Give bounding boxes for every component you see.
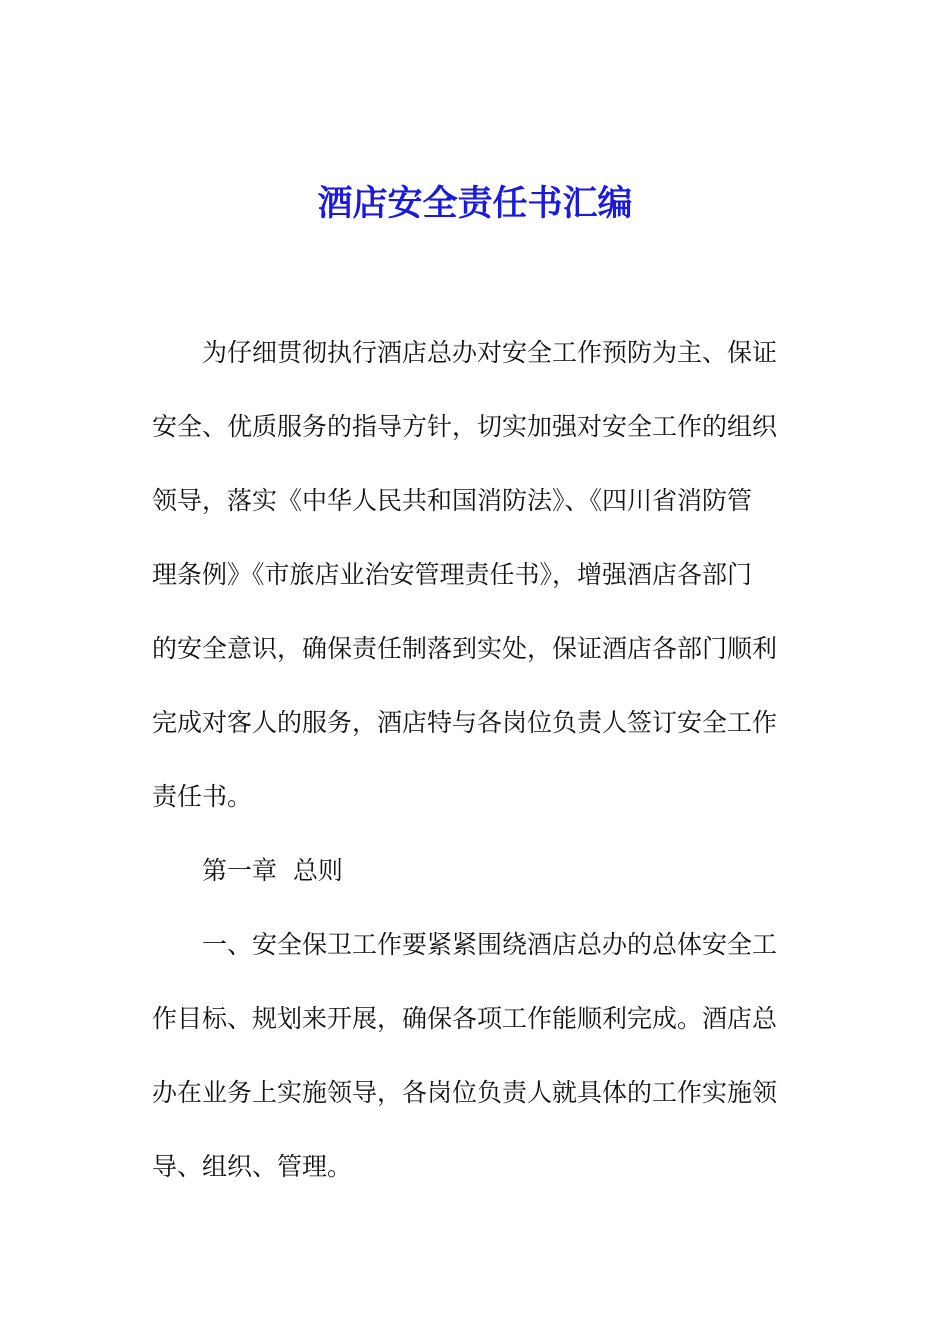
text-line: 安全、优质服务的指导方针，切实加强对安全工作的组织 [152,412,778,441]
text-line: 作目标、规划来开展，确保各项工作能顺利完成。酒店总 [152,1004,778,1033]
text-line: 领导，落实《中华人民共和国消防法》、《四川省消防管 [152,486,753,515]
text-line: 导、组织、管理。 [152,1152,353,1181]
text-line: 为仔细贯彻执行酒店总办对安全工作预防为主、保证 [202,338,778,367]
text-line: 的安全意识，确保责任制落到实处，保证酒店各部门顺利 [152,634,778,663]
document-title: 酒店安全责任书汇编 [317,183,633,224]
text-line: 完成对客人的服务，酒店特与各岗位负责人签订安全工作 [152,708,778,737]
chapter-heading [152,834,792,908]
document-body [152,316,792,1204]
chapter-title: 第一章 总则 [202,856,343,885]
text-line: 理条例》《市旅店业治安管理责任书》，增强酒店各部门 [152,560,753,589]
paragraph-intro [152,316,792,834]
text-line: 办在业务上实施领导，各岗位负责人就具体的工作实施领 [152,1078,778,1107]
text-line: 责任书。 [152,782,253,811]
text-line: 一、安全保卫工作要紧紧围绕酒店总办的总体安全工 [202,930,778,959]
paragraph-article-1 [152,908,792,1204]
